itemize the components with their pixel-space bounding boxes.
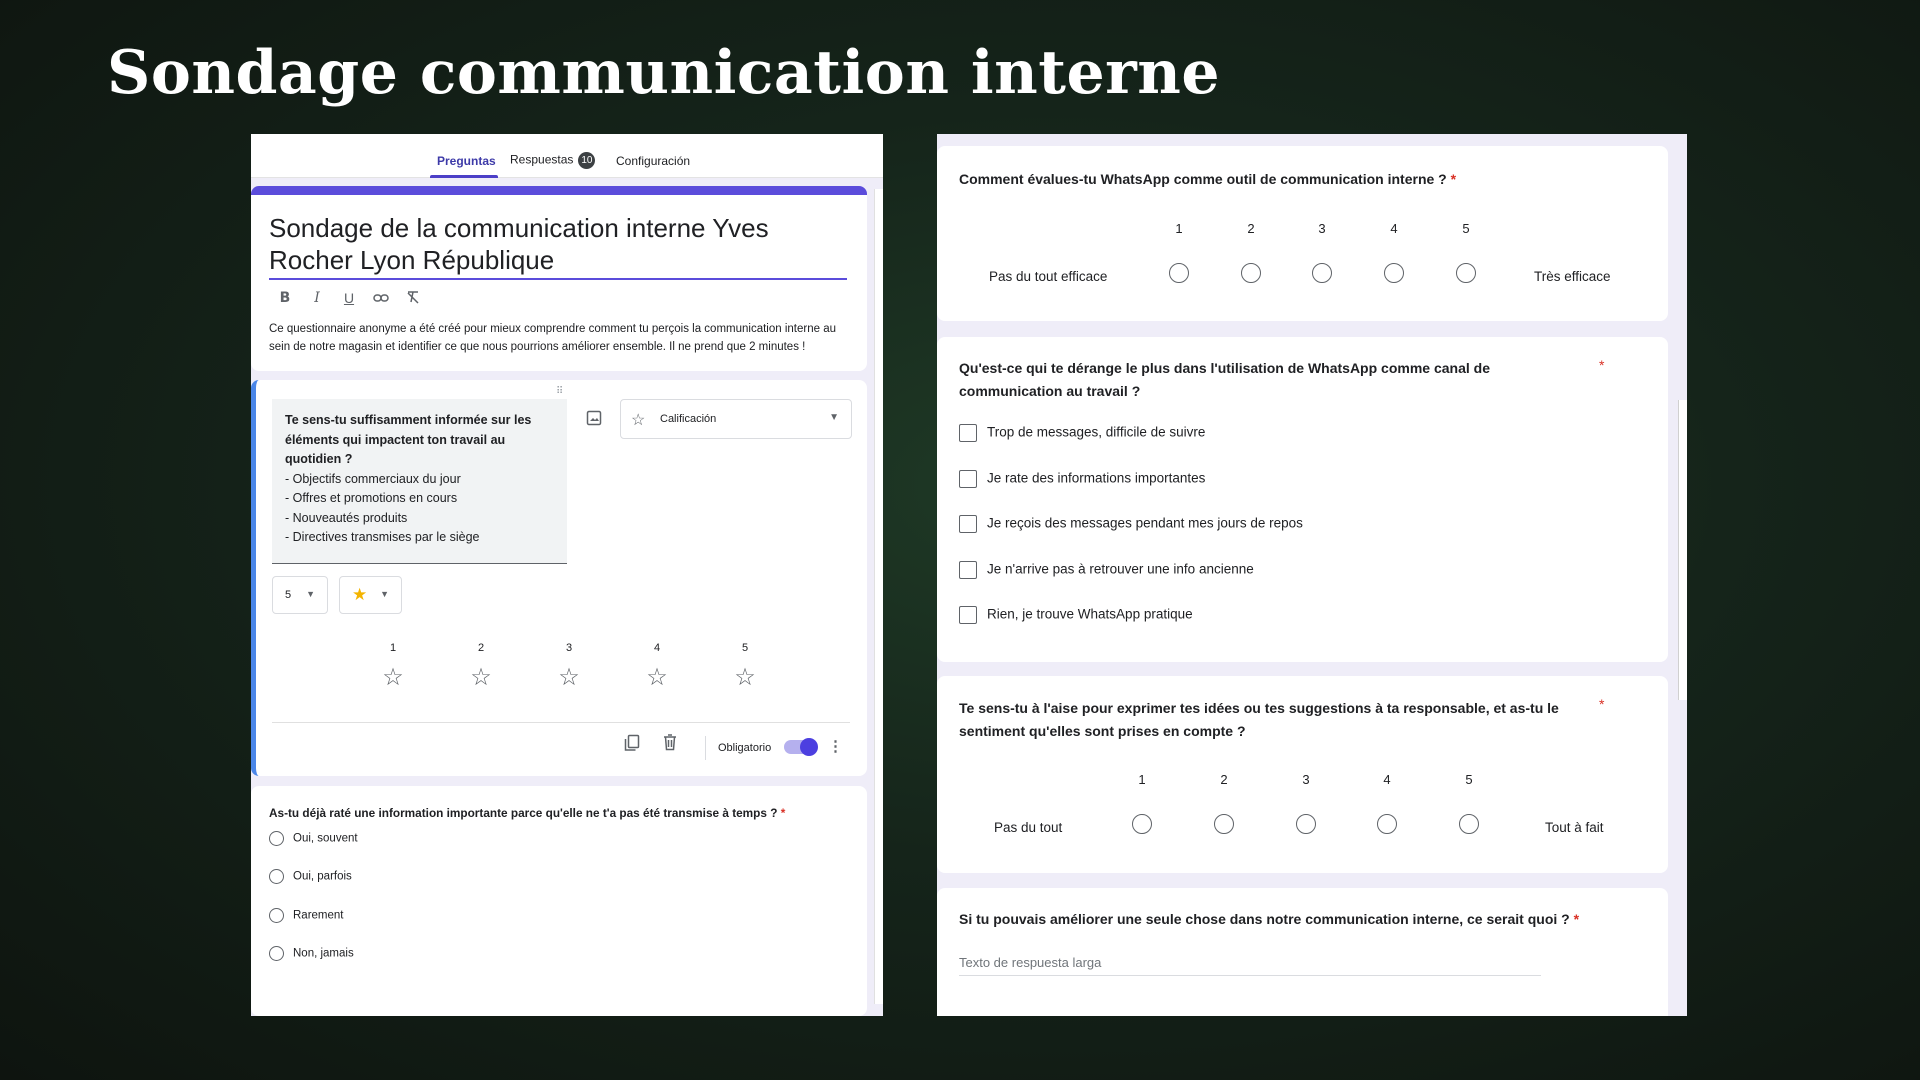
tab-responses[interactable] (510, 152, 595, 169)
question-title: Qu'est-ce qui te dérange le plus dans l'utilisation de WhatsApp comme canal de communication au travail ? (959, 360, 1490, 399)
dropdown-arrow-icon: ▼ (829, 412, 839, 423)
rating-star-icon[interactable]: ☆ (382, 664, 404, 691)
scale-label: 1 (1175, 221, 1183, 236)
checkbox[interactable] (959, 470, 977, 488)
form-description[interactable]: Ce questionnaire anonyme a été créé pour mieux comprendre comment tu perçois la communication interne au sein de notre magasin et identifier ce que nous pourrions améliorer ensemble. Il ne prend que 2 minutes ! (269, 323, 836, 353)
toggle-knob (800, 738, 818, 756)
radio-button[interactable] (1214, 814, 1234, 834)
long-answer-input[interactable]: Texto de respuesta larga (959, 955, 1541, 976)
add-image-icon[interactable] (586, 410, 602, 430)
question-text-input[interactable] (272, 399, 567, 564)
required-label: Obligatorio (718, 742, 772, 754)
question-title (959, 168, 1456, 191)
tab-settings[interactable]: Configuración (616, 154, 691, 168)
scale-label: 5 (1465, 772, 1473, 787)
scale-max-label: Tout à fait (1545, 820, 1604, 835)
radio-button[interactable] (1241, 263, 1261, 283)
scale-label: 3 (1318, 221, 1326, 236)
question-item: - Nouveautés produits (285, 510, 408, 525)
checkbox-option[interactable] (959, 424, 1205, 442)
scale-label: 5 (1462, 221, 1470, 236)
radio-button[interactable] (269, 908, 284, 923)
scale-label: 3 (1302, 772, 1310, 787)
question-type-label: Calificación (660, 413, 717, 425)
drag-handle-icon[interactable]: ⠿ (556, 386, 565, 397)
checkbox-option[interactable] (959, 470, 1205, 488)
tab-questions[interactable]: Preguntas (437, 154, 496, 168)
link-icon[interactable] (372, 290, 390, 307)
question-heading: Te sens-tu suffisamment informée sur les éléments qui impactent ton travail au quotidien ? (285, 413, 532, 466)
star-outline-icon: ☆ (631, 412, 646, 429)
radio-option[interactable] (269, 908, 344, 923)
radio-button[interactable] (1169, 263, 1189, 283)
scrollbar[interactable] (874, 189, 883, 1004)
radio-button[interactable] (1384, 263, 1404, 283)
scale-label: 2 (477, 642, 485, 654)
duplicate-icon[interactable] (624, 734, 640, 756)
form-editor-panel (251, 134, 883, 1016)
scale-label: 1 (1138, 772, 1146, 787)
slide-title: Sondage communication interne (107, 38, 1221, 108)
italic-icon[interactable]: I (314, 290, 320, 306)
form-header-card[interactable] (251, 186, 867, 371)
bold-icon[interactable]: B (279, 290, 291, 306)
radio-option[interactable] (269, 869, 352, 884)
checkbox-option[interactable] (959, 561, 1254, 579)
form-title-input[interactable]: Sondage de la communication interne Yves Rocher Lyon République (269, 212, 847, 280)
radio-option[interactable] (269, 831, 358, 846)
rating-icon-select[interactable] (339, 576, 402, 614)
divider (272, 722, 850, 723)
question-title (959, 908, 1579, 931)
option-label: Trop de messages, difficile de suivre (987, 424, 1206, 440)
question-title-text: As-tu déjà raté une information importante parce qu'elle ne t'a pas été transmise à temps ? (269, 806, 778, 820)
rating-star-icon[interactable]: ☆ (734, 664, 756, 691)
question-item: - Directives transmises par le siège (285, 530, 480, 544)
option-label: Je n'arrive pas à retrouver une info ancienne (987, 561, 1254, 577)
radio-button[interactable] (1132, 814, 1152, 834)
question-card-rating[interactable] (251, 380, 867, 776)
radio-option[interactable] (269, 946, 354, 961)
radio-button[interactable] (269, 946, 284, 961)
option-label: Rien, je trouve WhatsApp pratique (987, 606, 1193, 622)
option-label: Je reçois des messages pendant mes jours de repos (987, 515, 1303, 531)
required-asterisk: * (1599, 357, 1605, 373)
delete-icon[interactable] (663, 734, 677, 755)
radio-button[interactable] (1312, 263, 1332, 283)
question-card-multiple-choice[interactable] (251, 786, 867, 1016)
scale-label: 4 (653, 642, 661, 654)
option-label: Rarement (293, 909, 344, 922)
question-title: Te sens-tu à l'aise pour exprimer tes idées ou tes suggestions à ta responsable, et as-tu le sentiment qu'elles sont prises en compte ? (959, 700, 1559, 739)
scale-label: 5 (741, 642, 749, 654)
divider (705, 736, 706, 760)
checkbox-option[interactable] (959, 606, 1193, 624)
scrollbar[interactable] (1678, 400, 1687, 700)
checkbox[interactable] (959, 424, 977, 442)
question-item: - Objectifs commerciaux du jour (285, 471, 461, 486)
radio-button[interactable] (1296, 814, 1316, 834)
form-preview-panel (937, 134, 1687, 1016)
star-filled-icon: ★ (352, 585, 368, 604)
option-label: Oui, souvent (293, 832, 358, 845)
scale-min-label: Pas du tout (994, 820, 1063, 835)
more-options-icon[interactable]: ⋮ (828, 738, 843, 755)
scale-max-value: 5 (285, 589, 292, 601)
question-card-paragraph (937, 888, 1668, 1016)
responses-count-badge: 10 (578, 152, 595, 169)
format-toolbar (276, 290, 422, 307)
option-label: Non, jamais (293, 947, 354, 960)
required-asterisk: * (780, 806, 786, 820)
radio-button[interactable] (1459, 814, 1479, 834)
radio-button[interactable] (1456, 263, 1476, 283)
dropdown-arrow-icon: ▼ (306, 589, 315, 599)
scale-label: 2 (1247, 221, 1255, 236)
scale-label: 4 (1383, 772, 1391, 787)
rating-star-icon[interactable]: ☆ (470, 664, 492, 691)
required-asterisk: * (1599, 696, 1605, 712)
required-asterisk: * (1573, 911, 1580, 927)
option-label: Je rate des informations importantes (987, 470, 1206, 486)
checkbox[interactable] (959, 515, 977, 533)
question-title-text: Comment évalues-tu WhatsApp comme outil de communication interne ? (959, 171, 1447, 187)
question-type-select[interactable] (620, 399, 852, 439)
radio-button[interactable] (1377, 814, 1397, 834)
scale-max-label: Très efficace (1534, 269, 1611, 284)
clear-format-icon[interactable] (404, 290, 422, 307)
scale-label: 3 (565, 642, 573, 654)
active-tab-indicator (430, 175, 498, 178)
question-card-linear-scale (937, 146, 1668, 321)
question-card-checkboxes (937, 337, 1668, 662)
tab-responses-label: Respuestas (510, 152, 574, 167)
rating-star-icon[interactable]: ☆ (646, 664, 668, 691)
required-toggle[interactable] (784, 740, 816, 754)
scale-max-select[interactable] (272, 576, 328, 614)
tab-bar (251, 134, 883, 178)
scale-label: 1 (389, 642, 397, 654)
question-item: - Offres et promotions en cours (285, 491, 458, 505)
dropdown-arrow-icon: ▼ (380, 589, 389, 599)
checkbox[interactable] (959, 606, 977, 624)
required-asterisk: * (1450, 171, 1457, 187)
scale-label: 2 (1220, 772, 1228, 787)
checkbox-option[interactable] (959, 515, 1303, 533)
question-title (269, 806, 785, 820)
radio-button[interactable] (269, 869, 284, 884)
checkbox[interactable] (959, 561, 977, 579)
question-title-text: Si tu pouvais améliorer une seule chose dans notre communication interne, ce serait quoi ? (959, 911, 1570, 927)
radio-button[interactable] (269, 831, 284, 846)
rating-star-icon[interactable]: ☆ (558, 664, 580, 691)
underline-icon[interactable]: U (343, 290, 355, 306)
option-label: Oui, parfois (293, 870, 352, 883)
scale-min-label: Pas du tout efficace (989, 269, 1108, 284)
question-card-linear-scale (937, 676, 1668, 873)
scale-label: 4 (1390, 221, 1398, 236)
